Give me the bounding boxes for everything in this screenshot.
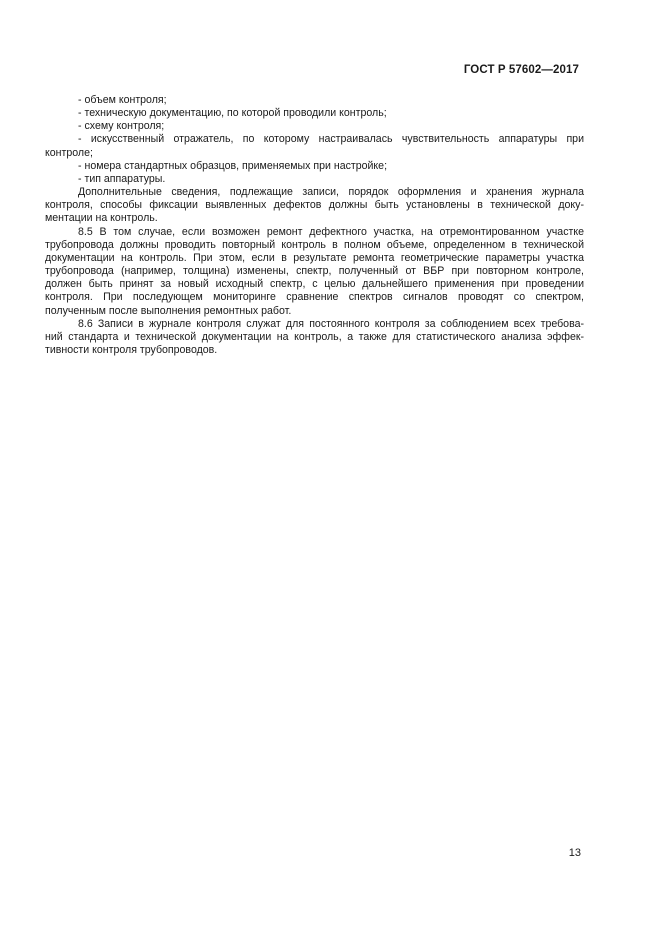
text-line: полученным после выполнения ремонтных работ. [45,304,292,317]
text-line: ний стандарта и технической документации на контроль, а также для статистического анализа эффек- [45,330,584,343]
text-line: контроля. При последующем мониторинге сравнение спектров сигналов проводят со спектром, [45,291,584,304]
page-number: 13 [568,847,581,859]
document-header: ГОСТ Р 57602—2017 [463,64,579,76]
list-item: - техническую документацию, по которой проводили контроль; [78,107,387,120]
text-line: трубопровода (например, толщина) изменены, спектр, полученный от ВБР при повторном контроле, [45,265,584,278]
list-item: - тип аппаратуры. [78,172,166,185]
list-item: - объем контроля; [78,94,167,106]
text-line: ментации на контроль. [45,212,158,225]
text-line: тивности контроля трубопроводов. [45,343,218,356]
document-body [45,94,584,357]
text-line: документации на контроль. При этом, если в результате ремонта геометрические параметры участка [45,251,584,264]
text-line: должен быть принят за новый исходный спектр, с целью дальнейшего применения при проведении [45,278,584,291]
list-item: - искусственный отражатель, по которому настраивалась чувствительность аппаратуры при [78,133,584,146]
list-item: - номера стандартных образцов, применяемых при настройке; [78,159,388,172]
text-line: контроля, способы фиксации выявленных дефектов должны быть установлены в технической доку- [45,199,584,212]
text-line: контроле; [45,146,93,159]
paragraph-line: 8.6 Записи в журнале контроля служат для постоянного контроля за соблюдением всех требова- [78,317,584,330]
text-line: трубопровода должны проводить повторный контроль в полном объеме, определенном в технической [45,238,584,251]
paragraph-line: 8.5 В том случае, если возможен ремонт дефектного участка, на отремонтированном участке [78,225,584,238]
list-item: - схему контроля; [78,120,165,133]
paragraph-line: Дополнительные сведения, подлежащие записи, порядок оформления и хранения журнала [78,186,584,199]
